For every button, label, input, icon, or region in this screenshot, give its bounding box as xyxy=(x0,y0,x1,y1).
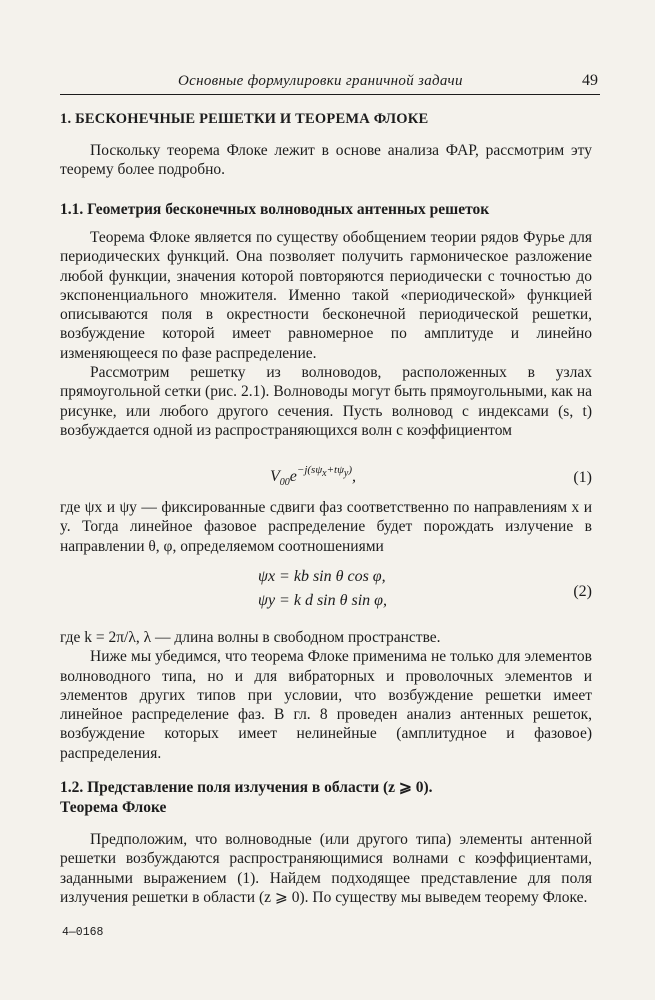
equation-2-line-2: ψy = k d sin θ sin φ, xyxy=(258,592,387,609)
section-1-1-para3-block xyxy=(60,498,592,556)
paragraph: Рассмотрим решетку из волноводов, расположенных в узлах прямоугольной сетки (рис. 2.1). Волноводы могут быть прямоугольными, как на рисунке, или любого другого сечения. Пусть волновод с индексами (s, t) возбуждается одной из распространяющихся волн с коэффициентом xyxy=(60,364,592,439)
eq1-exp-close: ) xyxy=(348,464,353,476)
eq1-exponent xyxy=(296,464,353,480)
paragraph: Предположим, что волноводные (или другого типа) элементы антенной решетки возбуждаются распространяющимися волнами с коэффициентами, заданными выражением (1). Найдем подходящее представление для поля излучения решетки в области (z ⩾ 0). По существу мы выведем теорему Флоке. xyxy=(60,831,592,906)
eq1-exp-y: y xyxy=(343,468,349,480)
equation-1-body xyxy=(270,464,357,489)
paragraph: где k = 2π/λ, λ — длина волны в свободном пространстве. xyxy=(60,629,441,646)
eq1-exp-a: −j(sψ xyxy=(296,464,323,476)
section-1-1-para4-block xyxy=(60,628,592,763)
running-title: Основные формулировки граничной задачи xyxy=(178,73,463,89)
printer-signature: 4—0168 xyxy=(62,926,104,939)
section-1-intro xyxy=(60,141,592,180)
page-number: 49 xyxy=(582,72,598,89)
paragraph: Ниже мы убедимся, что теорема Флоке применима не только для элементов волноводного типа, но и для вибраторных и проволочных элементов и элементов других типов при условии, что возбуждение решетки имеет линейное распределение фаз. В гл. 8 проведен анализ антенных решеток, возбуждение которых имеет нелинейные (амплитудное и фазовое) распределения. xyxy=(60,648,592,762)
section-1-2-heading-line-2: Теорема Флоке xyxy=(60,799,167,816)
running-header xyxy=(60,72,600,95)
eq1-sub: 00 xyxy=(279,477,290,489)
equation-2-number: (2) xyxy=(573,583,592,600)
section-1-1-heading: 1.1. Геометрия бесконечных волноводных антенных решеток xyxy=(60,201,490,218)
equation-2 xyxy=(60,568,592,618)
eq1-comma: , xyxy=(352,468,357,485)
section-1-1-para1-block xyxy=(60,228,592,440)
section-1-2-para1-block xyxy=(60,830,592,907)
section-1-heading: 1. БЕСКОНЕЧНЫЕ РЕШЕТКИ И ТЕОРЕМА ФЛОКЕ xyxy=(60,111,429,127)
eq1-base: V xyxy=(270,468,280,485)
eq1-exp-x: x xyxy=(322,468,327,480)
equation-1 xyxy=(60,466,592,492)
eq1-exp-plus: +tψ xyxy=(326,464,344,476)
eq1-e: e xyxy=(289,468,297,485)
section-1-2-heading-line-1: 1.2. Представление поля излучения в области (z ⩾ 0). xyxy=(60,779,433,796)
section-1-2-heading xyxy=(60,778,592,818)
paragraph: где ψx и ψy — фиксированные сдвиги фаз соответственно по направлениям x и y. Тогда линейное фазовое распределение будет порождать излучение в направлении θ, φ, определяемом соотношениями xyxy=(60,499,592,555)
equation-1-number: (1) xyxy=(573,469,592,486)
intro-paragraph: Поскольку теорема Флоке лежит в основе анализа ФАР, рассмотрим эту теорему более подробно. xyxy=(60,142,592,179)
paragraph: Теорема Флоке является по существу обобщением теории рядов Фурье для периодических функций. Она позволяет получить гармоническое разложение любой функции, значения которой повторяются периодически с точностью до экспоненциального множителя. Именно такой «периодической» функцией описываются поля в окрестности бесконечной периодической решетки, возбуждение которой имеет равномерное по амплитуде и линейно изменяющееся по фазе распределение. xyxy=(60,229,592,362)
equation-2-line-1: ψx = kb sin θ cos φ, xyxy=(258,568,386,585)
